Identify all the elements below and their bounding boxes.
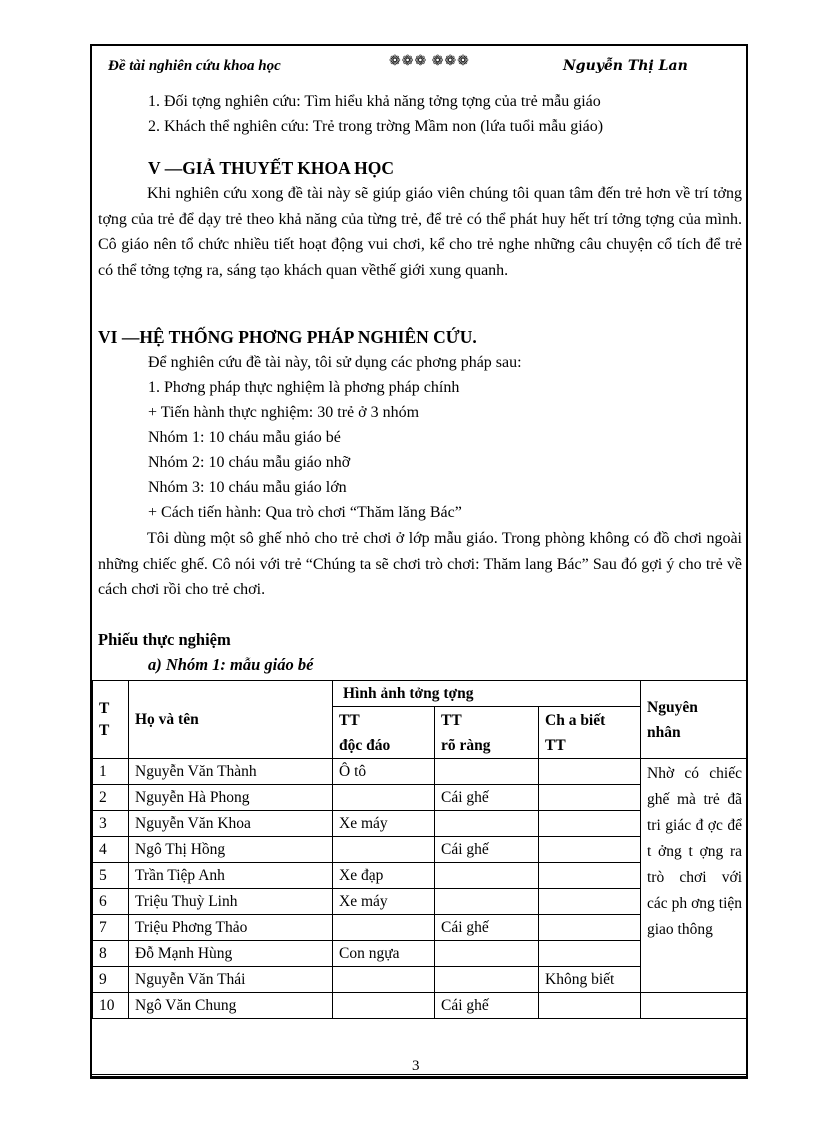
- header-left: Đề tài nghiên cứu khoa học: [108, 58, 281, 74]
- clear-image: Cái ghế: [435, 785, 539, 811]
- page-number: 3: [412, 1058, 420, 1074]
- unknown-image: [539, 837, 641, 863]
- header-right: Nguyễn Thị Lan: [563, 58, 688, 74]
- student-name: Nguyễn Văn Khoa: [129, 811, 333, 837]
- col-unique-header: TT độc đáo: [333, 707, 435, 759]
- unknown-image: [539, 811, 641, 837]
- method-line-2: 1. Phơng pháp thực nghiệm là phơng pháp chính: [148, 379, 460, 396]
- row-number: 10: [93, 993, 129, 1019]
- procedure-paragraph: Tôi dùng một sô ghế nhỏ cho trẻ chơi ở lớp mẫu giáo. Trong phòng không có đồ chơi ngoài những chiếc ghế. Cô nói với trẻ “Chúng ta sẽ chơi trò chơi: Thăm lang Bác” Sau đó gợi ý cho trẻ về cách chơi rồi cho trẻ chơi.: [98, 530, 742, 599]
- method-line-3: + Tiến hành thực nghiệm: 30 trẻ ở 3 nhóm: [148, 404, 420, 421]
- unique-image: [333, 785, 435, 811]
- unknown-image: [539, 889, 641, 915]
- col-group-header: Hình ảnh tởng tợng: [333, 681, 641, 707]
- section-5-paragraph: Khi nghiên cứu xong đề tài này sẽ giúp giáo viên chúng tôi quan tâm đến trẻ hơn về trí tởng tợng của trẻ để dạy trẻ theo khả năng của từng trẻ, để trẻ có thể phát huy hết trí tởng tợng của mình. Cô giáo nên tổ chức nhiều tiết hoạt động vui chơi, kể cho trẻ nghe những câu chuyện cổ tích để trẻ có thể tởng tợng ra, sáng tạo khách quan vềthế giới xung quanh.: [98, 185, 742, 279]
- clear-image: Cái ghế: [435, 915, 539, 941]
- header-ornament: ❁❁❁ ❁❁❁: [389, 54, 470, 69]
- unique-image: Ô tô: [333, 759, 435, 785]
- student-name: Nguyễn Văn Thành: [129, 759, 333, 785]
- reason-empty-cell: [641, 993, 747, 1019]
- student-name: Triệu Thuỳ Linh: [129, 889, 333, 915]
- unknown-image: [539, 759, 641, 785]
- unique-image: [333, 837, 435, 863]
- clear-image: [435, 967, 539, 993]
- row-number: 9: [93, 967, 129, 993]
- unique-image: [333, 967, 435, 993]
- row-number: 8: [93, 941, 129, 967]
- row-number: 4: [93, 837, 129, 863]
- row-number: 5: [93, 863, 129, 889]
- row-number: 2: [93, 785, 129, 811]
- unique-image: Con ngựa: [333, 941, 435, 967]
- row-number: 6: [93, 889, 129, 915]
- object-line-2: 2. Khách thể nghiên cứu: Trẻ trong trờng Mầm non (lứa tuổi mẫu giáo): [148, 118, 604, 135]
- unique-image: [333, 915, 435, 941]
- section-5-title: V —GIẢ THUYẾT KHOA HỌC: [148, 158, 395, 178]
- row-number: 1: [93, 759, 129, 785]
- row-number: 7: [93, 915, 129, 941]
- reason-cell: Nhờ có chiếc ghế mà trẻ đã tri giác đ ợc để t ởng t ợng ra trò chơi với các ph ơng tiện giao thông: [641, 759, 747, 993]
- col-unknown-header: Ch a biết TT: [539, 707, 641, 759]
- unknown-image: [539, 863, 641, 889]
- method-line-1: Để nghiên cứu đề tài này, tôi sử dụng các phơng pháp sau:: [148, 354, 522, 371]
- row-number: 3: [93, 811, 129, 837]
- unique-image: [333, 993, 435, 1019]
- student-name: Nguyễn Văn Thái: [129, 967, 333, 993]
- unknown-image: [539, 993, 641, 1019]
- object-line-1: 1. Đối tợng nghiên cứu: Tìm hiểu khả năng tởng tợng của trẻ mẫu giáo: [148, 93, 601, 110]
- clear-image: [435, 863, 539, 889]
- experiment-table-body: [93, 759, 747, 1019]
- clear-image: [435, 889, 539, 915]
- clear-image: Cái ghế: [435, 837, 539, 863]
- method-line-6: Nhóm 3: 10 cháu mẫu giáo lớn: [148, 479, 347, 496]
- experiment-table: [92, 680, 747, 1019]
- unknown-image: [539, 785, 641, 811]
- method-line-7: + Cách tiến hành: Qua trò chơi “Thăm lăng Bác”: [148, 504, 462, 521]
- clear-image: [435, 811, 539, 837]
- method-line-4: Nhóm 1: 10 cháu mẫu giáo bé: [148, 429, 341, 446]
- section-6-title: VI —HỆ THỐNG PHƠNG PHÁP NGHIÊN CỨU.: [98, 327, 477, 347]
- student-name: Ngô Văn Chung: [129, 993, 333, 1019]
- clear-image: [435, 941, 539, 967]
- unknown-image: [539, 941, 641, 967]
- clear-image: [435, 759, 539, 785]
- unknown-image: [539, 915, 641, 941]
- student-name: Trần Tiệp Anh: [129, 863, 333, 889]
- col-name-header: Họ và tên: [129, 681, 333, 759]
- sheet-title: Phiếu thực nghiệm: [98, 630, 231, 649]
- student-name: Đỗ Mạnh Hùng: [129, 941, 333, 967]
- col-tt-header: T T: [93, 681, 129, 759]
- student-name: Ngô Thị Hồng: [129, 837, 333, 863]
- sheet-subtitle: a) Nhóm 1: mẫu giáo bé: [148, 655, 314, 674]
- unknown-image: Không biết: [539, 967, 641, 993]
- student-name: Nguyễn Hà Phong: [129, 785, 333, 811]
- clear-image: Cái ghế: [435, 993, 539, 1019]
- table-row: [93, 759, 747, 785]
- table-row: [93, 993, 747, 1019]
- unique-image: Xe máy: [333, 811, 435, 837]
- method-line-5: Nhóm 2: 10 cháu mẫu giáo nhỡ: [148, 454, 351, 471]
- col-clear-header: TT rõ ràng: [435, 707, 539, 759]
- unique-image: Xe máy: [333, 889, 435, 915]
- student-name: Triệu Phơng Thảo: [129, 915, 333, 941]
- col-reason-header: Nguyên nhân: [641, 681, 747, 759]
- unique-image: Xe đạp: [333, 863, 435, 889]
